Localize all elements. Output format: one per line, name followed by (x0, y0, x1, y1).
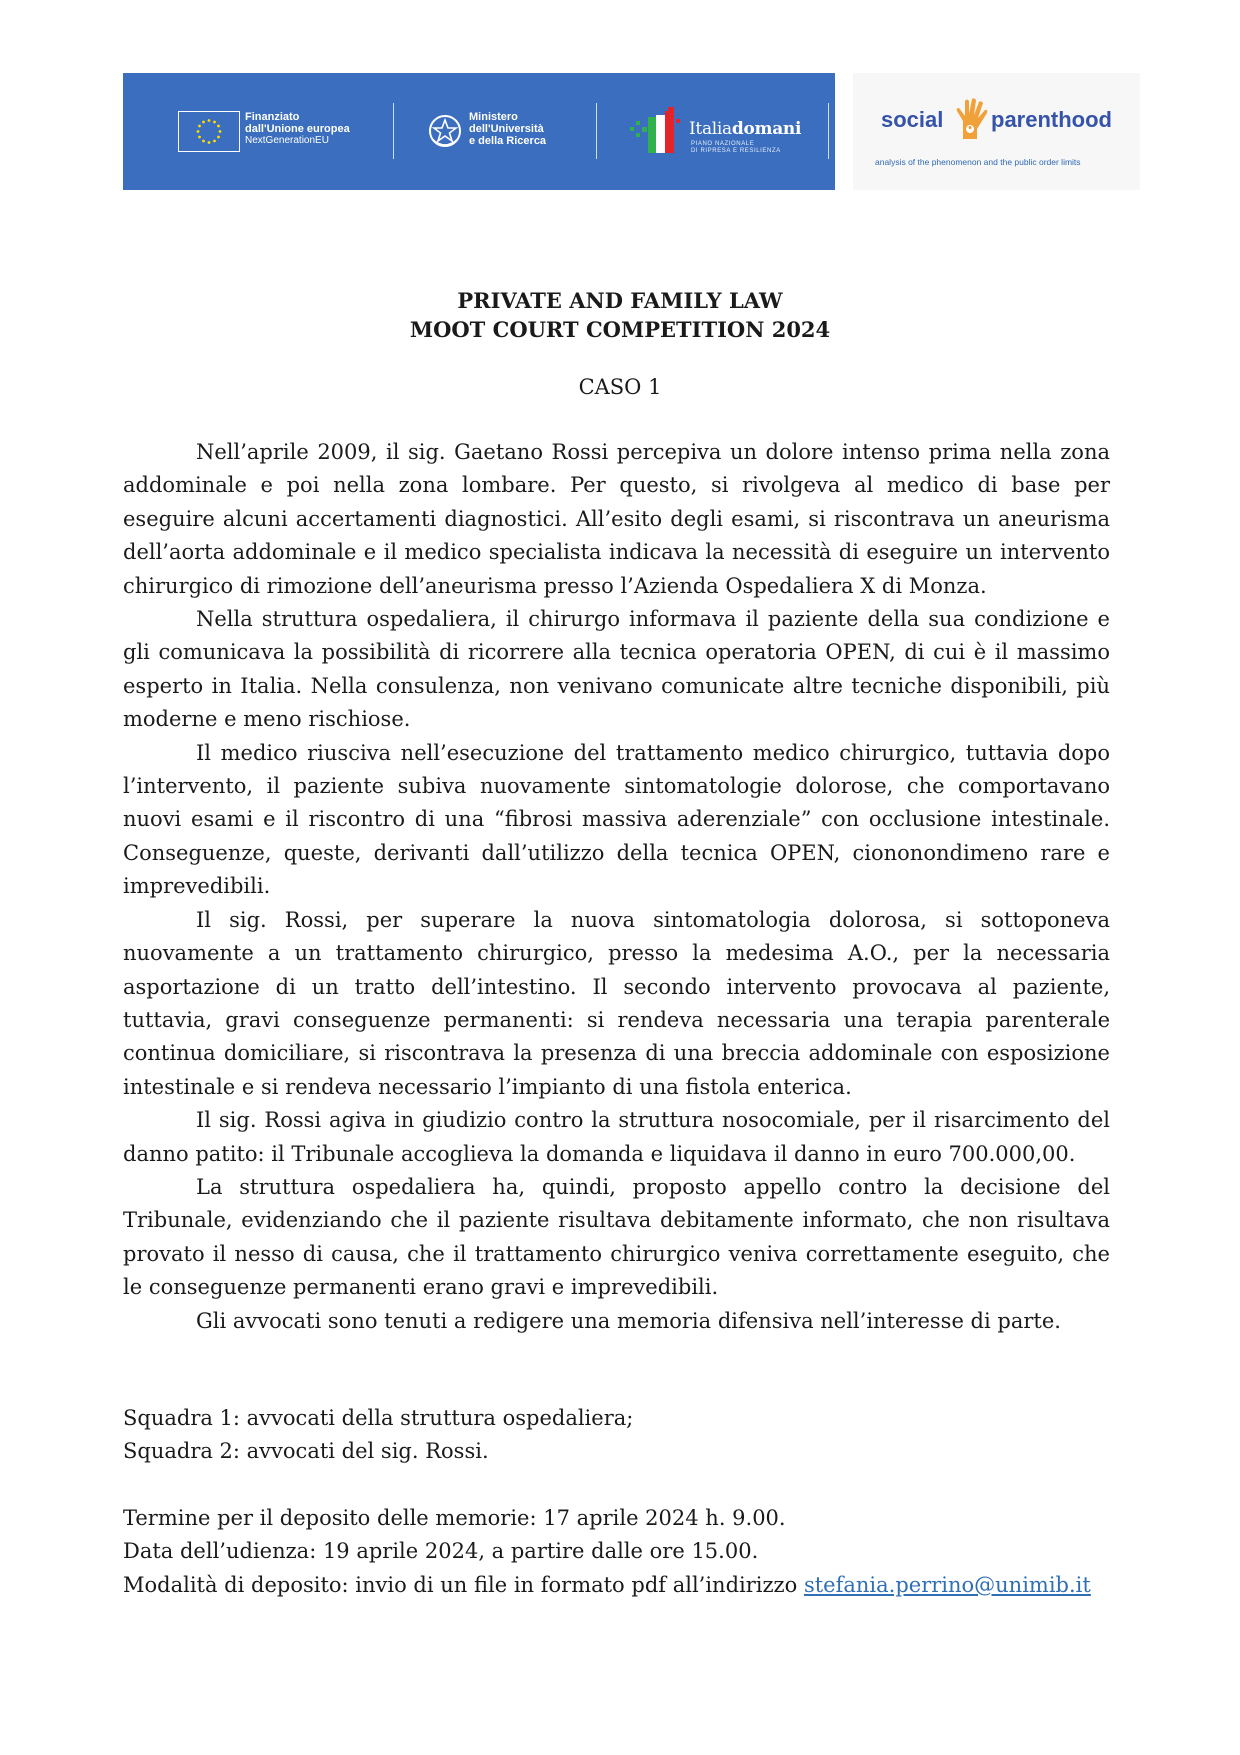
paragraph: Il medico riusciva nell’esecuzione del trattamento medico chirurgico, tuttavia dopo l’intervento, il paziente subiva nuovamente sintomatologie dolorose, che comportavano nuovi esami e il riscontro di una “fibrosi massiva aderenziale” con occlusione intestinale. Conseguenze, queste, derivanti dall’utilizzo della tecnica OPEN, ciononondimeno rare e imprevedibili. (123, 740, 1110, 899)
deadlines-block (123, 1502, 1123, 1602)
ministry-line1: Ministero (469, 111, 518, 123)
paragraph: Gli avvocati sono tenuti a redigere una memoria difensiva nell’interesse di parte. (196, 1308, 1061, 1333)
submission-method (123, 1569, 1123, 1602)
submission-email-link[interactable]: stefania.perrino@unimib.it (803, 1572, 1091, 1597)
eu-line3: NextGenerationEU (245, 135, 329, 146)
banner-divider (596, 103, 597, 159)
italiadomani-name (689, 119, 801, 139)
submission-text: Modalità di deposito: invio di un file in formato pdf all’indirizzo (123, 1572, 804, 1597)
team-item: Squadra 1: avvocati della struttura ospedaliera; (123, 1406, 634, 1430)
italiadomani-sub1: PIANO NAZIONALE (691, 141, 755, 147)
document-title-line1: PRIVATE AND FAMILY LAW (457, 288, 783, 313)
social-parenthood-word1: social (881, 107, 944, 132)
case-label: CASO 1 (578, 375, 662, 399)
italiadomani-name-bold: domani (731, 119, 802, 139)
funding-banner (123, 73, 835, 190)
hearing-date: Data dell’udienza: 19 aprile 2024, a partire dalle ore 15.00. (123, 1539, 759, 1564)
italiadomani-sub2: DI RIPRESA E RESILIENZA (691, 148, 781, 154)
ministry-line2: dell'Università (469, 123, 544, 135)
document-title-line2: MOOT COURT COMPETITION 2024 (409, 317, 831, 342)
paragraph: La struttura ospedaliera ha, quindi, proposto appello contro la decisione del Tribunale, evidenziando che il paziente risultava debitamente informato, che non risultava provato il nesso di causa, che il trattamento chirurgico veniva correttamente eseguito, che le conseguenze permanenti erano gravi e imprevedibili. (123, 1174, 1110, 1300)
social-parenthood-tagline: analysis of the phenomenon and the public order limits (875, 157, 1081, 167)
banner-divider (828, 103, 829, 159)
ministry-text (469, 111, 546, 147)
ministry-line3: e della Ricerca (469, 135, 547, 147)
eu-funding-text (245, 111, 350, 147)
paragraph: Nell’aprile 2009, il sig. Gaetano Rossi percepiva un dolore intenso prima nella zona addominale e poi nella zona lombare. Per questo, si rivolgeva al medico di base per eseguire alcuni accertamenti diagnostici. All’esito degli esami, si riscontrava un aneurisma dell’aorta addominale e il medico specialista indicava la necessità di eseguire un intervento chirurgico di rimozione dell’aneurisma presso l’Azienda Ospedaliera X di Monza. (123, 440, 1110, 598)
hand-icon (953, 97, 991, 146)
italiadomani-subtitle (691, 141, 781, 155)
banner-divider (393, 103, 394, 159)
case-description (123, 436, 1110, 1338)
eu-line2: dall'Unione europea (245, 123, 350, 135)
paragraph: Nella struttura ospedaliera, il chirurgo informava il paziente della sua condizione e gli comunicava la possibilità di ricorrere alla tecnica operatoria OPEN, di cui è il massimo esperto in Italia. Nella consulenza, non venivano comunicate altre tecniche disponibili, più moderne e meno rischiose. (123, 607, 1110, 732)
italiadomani-logo-icon (628, 105, 686, 162)
teams-list (123, 1402, 1123, 1469)
team-item: Squadra 2: avvocati del sig. Rossi. (123, 1439, 489, 1464)
social-parenthood-logo (853, 73, 1140, 190)
eu-flag-icon (178, 111, 240, 152)
social-parenthood-word2: parenthood (991, 107, 1112, 132)
paragraph: Il sig. Rossi agiva in giudizio contro la struttura nosocomiale, per il risarcimento del danno patito: il Tribunale accoglieva la domanda e liquidava il danno in euro 700.000,00. (123, 1108, 1110, 1166)
italiadomani-name-light: Italia (689, 119, 732, 139)
deposit-deadline: Termine per il deposito delle memorie: 17 aprile 2024 h. 9.00. (123, 1506, 786, 1530)
italian-republic-emblem-icon (426, 111, 464, 156)
paragraph: Il sig. Rossi, per superare la nuova sintomatologia dolorosa, si sottoponeva nuovamente a un trattamento chirurgico, presso la medesima A.O., per la necessaria asportazione di un tratto dell’intestino. Il secondo intervento provocava al paziente, tuttavia, gravi conseguenze permanenti: si rendeva necessaria una terapia parenterale continua domiciliare, si riscontrava la presenza di una breccia addominale con esposizione intestinale e si rendeva necessario l’impianto di una fistola enterica. (123, 907, 1110, 1099)
eu-line1: Finanziato (245, 111, 300, 123)
